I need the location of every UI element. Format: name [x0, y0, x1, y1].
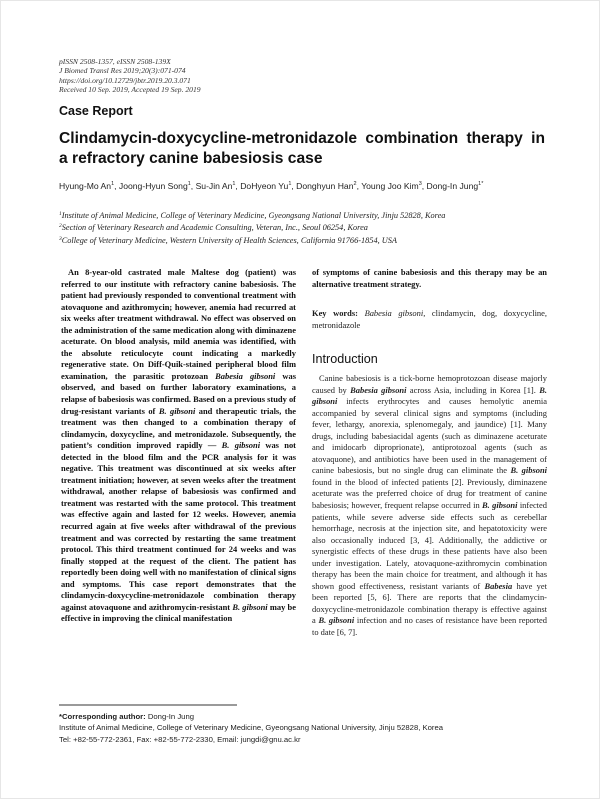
corresponding-author-line: *Corresponding author: Dong-In Jung — [59, 712, 194, 721]
keyword-list: , clindamycin, dog, doxycycline, metronidazole — [312, 308, 547, 330]
keywords — [312, 308, 547, 331]
corresponding-address: Institute of Animal Medicine, College of Veterinary Medicine, Gyeongsang National University, Jinju 52828, Korea — [59, 723, 444, 733]
citation-line: J Biomed Transl Res 2019;20(3):071-074 — [59, 66, 186, 76]
affiliations — [59, 209, 445, 246]
dates-line: Received 10 Sep. 2019, Accepted 19 Sep. 2019 — [59, 85, 201, 95]
author: Su-Jin An$^1$, — [195, 181, 241, 191]
affiliation: $^2$Section of Veterinary Research and Academic Consulting, Veteran, Inc., Seoul 06254, Korea — [59, 223, 368, 233]
author: DoHyeon Yu$^1$, — [240, 181, 297, 191]
author: Joong-Hyun Song$^1$, — [118, 181, 196, 191]
paper-title: Clindamycin-doxycycline-metronidazole combination therapy in a refractory canine babesiosis case — [59, 130, 545, 167]
abstract-continued: of symptoms of canine babesiosis and this therapy may be an alternative treatment strategy. — [312, 267, 547, 289]
introduction-paragraph: Canine babesiosis is a tick-borne hemoprotozoan disease majorly caused by Babesia gibsoni across Asia, including in Korea [1]. B. gibsoni infects erythrocytes and causes hemolytic anemia accompanied by several clinical signs and symptoms (including fever, lethargy, anorexia, splenomegaly, and jaundice) [1]. Many drugs, including babesiacidal agents (such as diminazene aceturate and imidocarb diproprionate), antiprotozoal agents (such as atovaquone), and antibiotics have been used in the management of canine babesiosis, but no single drug can eliminate the B. gibsoni found in the blood of infected patients [2]. Previously, diminazene aceturate was the preferred choice of drug for treatment of canine babesiosis; however, frequent relapse occurred in B. gibsoni infected patients, while severe adverse side effects such as cerebellar hemorrhage, necrosis at the injection site, and hepatotoxicity were also occasionally induced [3, 4]. Additionally, the addictive or synergistic effects of these drugs in these patients have also been under investigation. Lately, atovaquone-azithromycin combination therapy has been the main choice for treatment, and although it has shown good effectiveness, resistant variants of Babesia have yet been reported [5, 6]. There are reports that the clindamycin-doxycycline-metronidazole combination therapy is effective against a B. gibsoni infection and no cases of resistance have been reported to date [6, 7]. — [312, 373, 548, 638]
corresponding-author — [59, 711, 443, 745]
author-corresponding: Dong-In Jung$^{1*}$ — [426, 181, 484, 191]
keyword: Babesia gibsoni — [364, 308, 424, 318]
corresponding-contact: Tel: +82-55-772-2361, Fax: +82-55-772-2330, Email: jungdi@gnu.ac.kr — [59, 734, 301, 744]
author-list — [59, 181, 549, 191]
journal-metadata — [59, 57, 201, 95]
introduction-body — [312, 373, 547, 639]
affiliation: $^3$College of Veterinary Medicine, Western University of Health Sciences, California 91766-1854, USA — [59, 235, 397, 245]
author: Donghyun Han$^2$, — [296, 181, 362, 191]
affiliation: $^1$Institute of Animal Medicine, College of Veterinary Medicine, Gyeongsang National University, Jinju 52828, Korea — [59, 211, 446, 220]
abstract — [61, 267, 296, 625]
keywords-label: Key words: — [312, 308, 358, 318]
section-heading-introduction: Introduction — [312, 352, 378, 366]
author: Young Joo Kim$^3$, — [361, 181, 427, 191]
abstract-paragraph: An 8-year-old castrated male Maltese dog (patient) was referred to our institute with refractory canine babesiosis. The patient had previously responded to conventional treatment with atovaquone and azithromycin; however, anemia had recurred at six weeks after treatment withdrawal. No effect was observed on the administration of the same medication along with diminazene aceturate. On blood analysis, mild anemia was identified, with the absolute reticulocyte count indicating a markedly regenerative state. On Diff-Quik-stained peripheral blood film examination, the parasitic protozoan Babesia gibsoni was observed, and based on further laboratory examinations, a relapse of babesiosis was confirmed. Based on a previous study of drug-resistant variants of B. gibsoni and therapeutic trials, the treatment was then changed to a combination therapy of clindamycin, doxycycline, and metronidazole. Subsequently, the patient’s condition improved rapidly — B. gibsoni was not detected in the blood film and the PCR analysis for it was negative. This treatment was discontinued at six weeks after treatment initiation; however, at seven weeks after the treatment withdrawal, another relapse of babesiosis was confirmed and treatment was restarted with the same protocol. This treatment was effective again and lasted for 12 weeks. However, anemia recurred again at five weeks after withdrawal of the previous treatment and was corrected by restarting the same treatment protocol. This third treatment continued for 24 weeks and was finally stopped at the request of the client. The patient has reportedly been doing well with no manifestation of clinical signs and symptoms. This case report demonstrates that the clindamycin-doxycycline-metronidazole combination therapy against atovaquone and azithromycin-resistant B. gibsoni may be effective in improving the clinical manifestation — [61, 267, 297, 624]
doi-link[interactable]: https://doi.org/10.12729/jbtr.2019.20.3.071 — [59, 75, 191, 85]
article-type: Case Report — [59, 104, 133, 118]
author: Hyung-Mo An$^1$, — [59, 181, 119, 191]
footnote-divider — [59, 704, 237, 706]
issn-line: pISSN 2508-1357, eISSN 2508-139X — [59, 57, 171, 66]
